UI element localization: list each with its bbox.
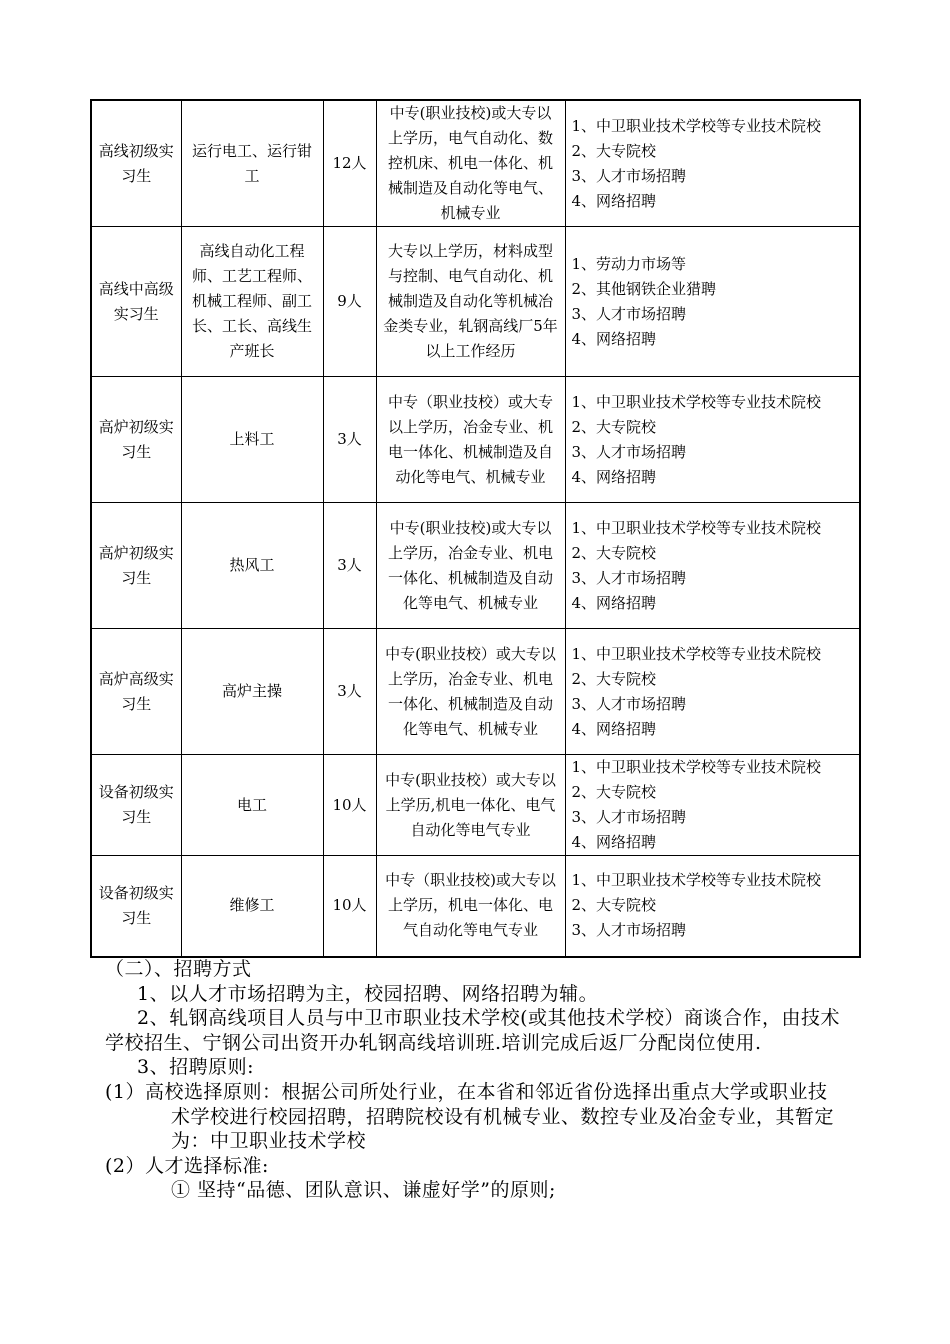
row-category: 设备初级实习生 (91, 856, 181, 957)
table-row (91, 856, 860, 957)
row-position: 运行电工、运行钳工 (181, 100, 323, 227)
row-channels (565, 629, 860, 755)
principle-2-item-1: ① 坚持“品德、团队意识、谦虚好学”的原则; (171, 1179, 556, 1202)
row-category: 高线初级实习生 (91, 100, 181, 227)
recruitment-method-section (105, 957, 845, 1203)
row-position: 电工 (181, 755, 323, 856)
table-row (91, 503, 860, 629)
row-requirements: 中专(职业技校)或大专以上学历，冶金专业、机电一体化、机械制造及自动化等电气、机械专业 (376, 503, 565, 629)
row-category: 高炉初级实习生 (91, 503, 181, 629)
channel-item: 2、大专院校 (571, 417, 657, 436)
method-item-2: 2、轧钢高线项目人员与中卫市职业技术学校(或其他技术学校）商谈合作，由技术学校招生、宁钢公司出资开办轧钢高线培训班.培训完成后返厂分配岗位使用. (105, 1007, 841, 1054)
row-position: 热风工 (181, 503, 323, 629)
channel-item: 2、大专院校 (571, 141, 657, 160)
row-category: 高炉高级实习生 (91, 629, 181, 755)
row-channels (565, 503, 860, 629)
row-position: 高炉主操 (181, 629, 323, 755)
row-requirements: 中专(职业技校)或大专以上学历，电气自动化、数控机床、机电一体化、机械制造及自动化等电气、机械专业 (376, 100, 565, 227)
channel-item: 4、网络招聘 (571, 191, 657, 210)
row-count: 10人 (323, 856, 376, 957)
row-count: 3人 (323, 377, 376, 503)
channel-item: 1、中卫职业技术学校等专业技术院校 (571, 116, 822, 135)
row-channels (565, 377, 860, 503)
channel-item: 3、人才市场招聘 (571, 442, 687, 461)
table-row (91, 629, 860, 755)
table-row (91, 377, 860, 503)
channel-item: 3、人才市场招聘 (571, 921, 687, 940)
channel-item: 4、网络招聘 (571, 467, 657, 486)
row-channels (565, 856, 860, 957)
channel-item: 1、劳动力市场等 (571, 254, 687, 273)
method-item-1: 1、以人才市场招聘为主，校园招聘、网络招聘为辅。 (137, 982, 599, 1005)
row-requirements: 大专以上学历，材料成型与控制、电气自动化、机械制造及自动化等机械冶金类专业，轧钢高线厂5年以上工作经历 (376, 227, 565, 377)
row-requirements: 中专（职业技校)或大专以上学历，机电一体化、电气自动化等电气专业 (376, 856, 565, 957)
row-count: 3人 (323, 503, 376, 629)
channel-item: 1、中卫职业技术学校等专业技术院校 (571, 518, 822, 537)
row-channels (565, 755, 860, 856)
channel-item: 1、中卫职业技术学校等专业技术院校 (571, 644, 822, 663)
row-count: 3人 (323, 629, 376, 755)
channel-item: 3、人才市场招聘 (571, 166, 687, 185)
row-channels (565, 100, 860, 227)
channel-item: 1、中卫职业技术学校等专业技术院校 (571, 871, 822, 890)
channel-item: 1、中卫职业技术学校等专业技术院校 (571, 392, 822, 411)
row-count: 9人 (323, 227, 376, 377)
row-category: 设备初级实习生 (91, 755, 181, 856)
row-position: 维修工 (181, 856, 323, 957)
row-requirements: 中专(职业技校）或大专以上学历,机电一体化、电气自动化等电气专业 (376, 755, 565, 856)
channel-item: 2、其他钢铁企业猎聘 (571, 279, 717, 298)
recruitment-table (90, 99, 861, 958)
table-row (91, 100, 860, 227)
row-requirements: 中专（职业技校）或大专以上学历，冶金专业、机电一体化、机械制造及自动化等电气、机械专业 (376, 377, 565, 503)
row-position: 高线自动化工程师、工艺工程师、机械工程师、副工长、工长、高线生产班长 (181, 227, 323, 377)
channel-item: 4、网络招聘 (571, 833, 657, 851)
method-item-3: 3、招聘原则: (137, 1056, 254, 1079)
row-position: 上料工 (181, 377, 323, 503)
table-row (91, 227, 860, 377)
table-row (91, 755, 860, 856)
principle-1: (1）高校选择原则：根据公司所处行业，在本省和邻近省份选择出重点大学或职业技术学校进行校园招聘，招聘院校设有机械专业、数控专业及冶金专业，其暂定为：中卫职业技术学校 (105, 1080, 835, 1153)
channel-item: 2、大专院校 (571, 669, 657, 688)
channel-item: 2、大专院校 (571, 543, 657, 562)
channel-item: 4、网络招聘 (571, 593, 657, 612)
channel-item: 3、人才市场招聘 (571, 568, 687, 587)
row-count: 10人 (323, 755, 376, 856)
channel-item: 2、大专院校 (571, 896, 657, 915)
principle-2: (2）人才选择标准: (105, 1154, 269, 1177)
channel-item: 3、人才市场招聘 (571, 304, 687, 323)
section-heading: （二）、招聘方式 (105, 958, 252, 980)
channel-item: 1、中卫职业技术学校等专业技术院校 (571, 758, 822, 776)
channel-item: 3、人才市场招聘 (571, 808, 687, 826)
row-count: 12人 (323, 100, 376, 227)
row-category: 高炉初级实习生 (91, 377, 181, 503)
row-requirements: 中专(职业技校）或大专以上学历，冶金专业、机电一体化、机械制造及自动化等电气、机械专业 (376, 629, 565, 755)
channel-item: 2、大专院校 (571, 783, 657, 801)
row-category: 高线中高级实习生 (91, 227, 181, 377)
channel-item: 3、人才市场招聘 (571, 694, 687, 713)
row-channels (565, 227, 860, 377)
channel-item: 4、网络招聘 (571, 329, 657, 348)
channel-item: 4、网络招聘 (571, 719, 657, 738)
